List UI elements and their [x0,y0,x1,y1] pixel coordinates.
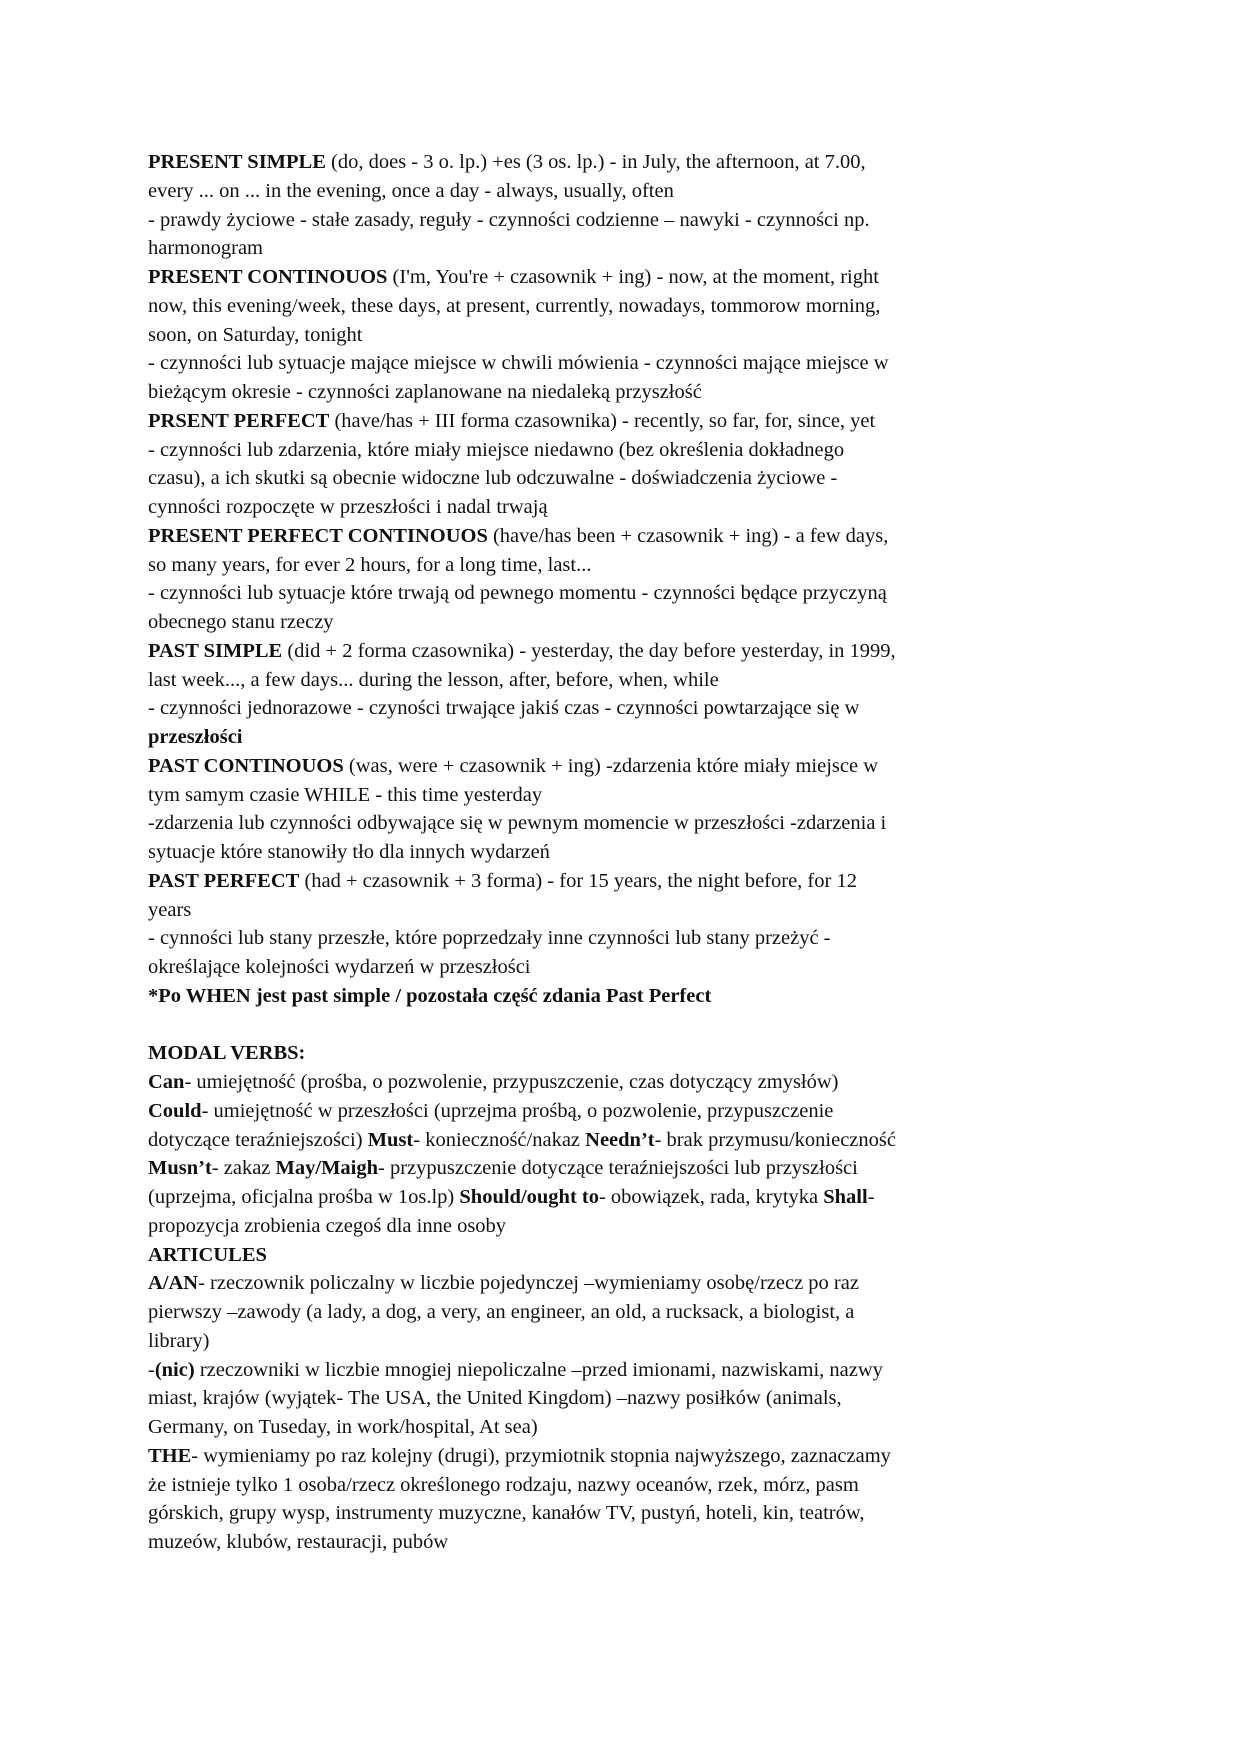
text-run: (did + 2 forma czasownika) - yesterday, the day before yesterday, in 1999, [282,639,896,662]
text-run: - czynności lub sytuacje mające miejsce w chwili mówienia - czynności mające miejsce w [148,352,889,375]
bold-text: PRESENT SIMPLE [148,151,326,173]
bold-text: PAST PERFECT [148,869,300,892]
bold-text: MODAL VERBS: [148,1042,306,1065]
text-run: -zdarzenia lub czynności odbywające się w pewnym momencie w przeszłości -zdarzenia i [148,812,887,835]
text-line [148,464,1088,493]
text-line [148,752,1088,781]
text-run: - czynności lub zdarzenia, które miały miejsce niedawno (bez określenia dokładnego [148,438,845,461]
text-line [148,206,1088,235]
text-run: - brak przymusu/konieczność [654,1128,896,1151]
bold-text: ARTICULES [148,1243,267,1266]
text-run: - rzeczownik policzalny w liczbie pojedynczej –wymieniamy osobę/rzecz po raz [198,1272,859,1295]
text-line [148,1298,1088,1327]
text-run: miast, krajów (wyjątek- The USA, the United Kingdom) –nazwy posiłków (animals, [148,1387,842,1410]
text-run: - prawdy życiowe - stałe zasady, reguły - czynności codzienne – nawyki - czynności np. [148,208,870,231]
text-run: - [867,1186,875,1208]
text-run: harmonogram [148,237,263,260]
text-line [148,1471,1088,1500]
text-line [148,1068,1088,1097]
text-line [148,608,1088,637]
text-line [148,1327,1088,1356]
text-line [148,953,1088,982]
text-run: dotyczące teraźniejszości) [148,1128,368,1151]
bold-text: Can [148,1071,185,1093]
text-run: (had + czasownik + 3 forma) - for 15 years, the night before, for 12 [299,869,857,892]
bold-text: *Po WHEN jest past simple / pozostała część zdania Past Perfect [148,984,712,1007]
text-run: bieżącym okresie - czynności zaplanowane na niedaleką przyszłość [148,381,702,403]
text-run: - konieczność/nakaz [413,1128,586,1151]
text-run: cynności rozpoczęte w przeszłości i nadal trwają [148,496,548,518]
text-line [148,234,1088,263]
text-line [148,867,1088,896]
text-line [148,666,1088,695]
text-line [148,838,1088,867]
text-line [148,1528,1088,1557]
text-run: - cynności lub stany przeszłe, które poprzedzały inne czynności lub stany przeżyć - [148,927,831,950]
bold-text: A/AN [148,1272,199,1295]
text-line [148,579,1088,608]
bold-text: Could [148,1099,202,1122]
text-line [148,781,1088,810]
text-run: rzeczowniki w liczbie mnogiej niepoliczalne –przed imionami, nazwiskami, nazwy [194,1358,883,1381]
bold-text: PAST SIMPLE [148,639,283,662]
text-run: (have/has + III forma czasownika) - recently, so far, for, since, yet [329,409,876,432]
text-run: soon, on Saturday, tonight [148,323,363,346]
text-run: czasu), a ich skutki są obecnie widoczne lub odczuwalne - doświadczenia życiowe - [148,467,838,490]
text-line [148,1097,1088,1126]
text-line [148,723,1088,752]
text-line [148,1356,1088,1385]
text-run: - obowiązek, rada, krytyka [598,1186,824,1208]
text-line [148,378,1088,407]
text-line [148,321,1088,350]
bold-text: Should/ought to [459,1186,599,1208]
text-run: - [148,1358,155,1381]
text-run: obecnego stanu rzeczy [148,611,334,633]
bold-text: May/Maigh [275,1157,379,1180]
text-run: (I'm, You're + czasownik + ing) - now, at the moment, right [387,266,879,288]
text-line [148,1499,1088,1528]
text-line [148,1442,1088,1471]
bold-text: PRSENT PERFECT [148,409,330,432]
text-line [148,1126,1088,1155]
text-run: Germany, on Tuseday, in work/hospital, At sea) [148,1416,538,1438]
bold-text: PRESENT PERFECT CONTINOUOS [148,524,488,547]
bold-text: PRESENT CONTINOUOS [148,266,388,288]
text-line [148,924,1088,953]
text-run: so many years, for ever 2 hours, for a long time, last... [148,553,592,576]
text-run: propozycja zrobienia czegoś dla inne osoby [148,1214,507,1237]
text-line [148,1183,1088,1212]
text-line [148,1154,1088,1183]
text-line [148,551,1088,580]
text-line [148,1212,1088,1241]
text-run: - czynności lub sytuacje które trwają od pewnego momentu - czynności będące przyczyną [148,582,887,605]
bold-text: przeszłości [148,726,243,748]
text-line [148,1384,1088,1413]
text-line [148,1269,1088,1298]
text-run: (uprzejma, oficjalna prośba w 1os.lp) [148,1186,460,1208]
bold-text: PAST CONTINOUOS [148,754,344,777]
text-run: (do, does - 3 o. lp.) +es (3 os. lp.) - in July, the afternoon, at 7.00, [325,151,866,173]
text-line [148,809,1088,838]
text-run: library) [148,1329,210,1352]
text-run: pierwszy –zawody (a lady, a dog, a very, an engineer, an old, a rucksack, a biologist, a [148,1301,855,1323]
text-line [148,982,1088,1011]
text-line [148,1413,1088,1442]
text-run: górskich, grupy wysp, instrumenty muzyczne, kanałów TV, pustyń, hoteli, kin, teatrów, [148,1502,865,1525]
bold-text: THE [148,1444,192,1467]
text-run: muzeów, klubów, restauracji, pubów [148,1531,449,1553]
text-run: określające kolejności wydarzeń w przeszłości [148,956,531,978]
bold-text: Shall [823,1186,868,1208]
text-run: że istnieje tylko 1 osoba/rzecz określonego rodzaju, nazwy oceanów, rzek, mórz, pasm [148,1473,859,1496]
text-line [148,493,1088,522]
text-run: - umiejętność (prośba, o pozwolenie, przypuszczenie, czas dotyczący zmysłów) [184,1071,839,1093]
bold-text: (nic) [154,1358,195,1381]
text-line [148,1039,1088,1068]
text-run: - umiejętność w przeszłości (uprzejma prośbą, o pozwolenie, przypuszczenie [201,1099,834,1122]
text-line [148,637,1088,666]
bold-text: Needn’t [585,1128,655,1151]
document-page [148,148,1088,1557]
bold-text: Musn’t [148,1157,212,1180]
text-line [148,1241,1088,1270]
text-run: every ... on ... in the evening, once a day - always, usually, often [148,179,674,202]
blank-line [148,1011,1088,1040]
bold-text: Must [367,1128,414,1151]
text-run: (was, were + czasownik + ing) -zdarzenia które miały miejsce w [343,754,879,777]
text-line [148,436,1088,465]
text-line [148,694,1088,723]
text-run: now, this evening/week, these days, at present, currently, nowadays, tommorow morning, [148,294,881,317]
text-line [148,349,1088,378]
text-line [148,148,1088,177]
text-line [148,522,1088,551]
text-run: - wymieniamy po raz kolejny (drugi), przymiotnik stopnia najwyższego, zaznaczamy [191,1444,891,1467]
text-run: tym samym czasie WHILE - this time yesterday [148,783,543,806]
text-run: (have/has been + czasownik + ing) - a few days, [487,524,889,547]
text-run: sytuacje które stanowiły tło dla innych wydarzeń [148,841,550,863]
text-run: - czynności jednorazowe - czyności trwające jakiś czas - czynności powtarzające się w [148,697,860,720]
text-run: - przypuszczenie dotyczące teraźniejszości lub przyszłości [378,1157,858,1180]
text-line [148,177,1088,206]
text-run: last week..., a few days... during the lesson, after, before, when, while [148,668,719,691]
text-line [148,407,1088,436]
text-run: - zakaz [211,1157,276,1180]
text-line [148,263,1088,292]
text-line [148,292,1088,321]
text-run: years [148,898,192,921]
text-line [148,896,1088,925]
